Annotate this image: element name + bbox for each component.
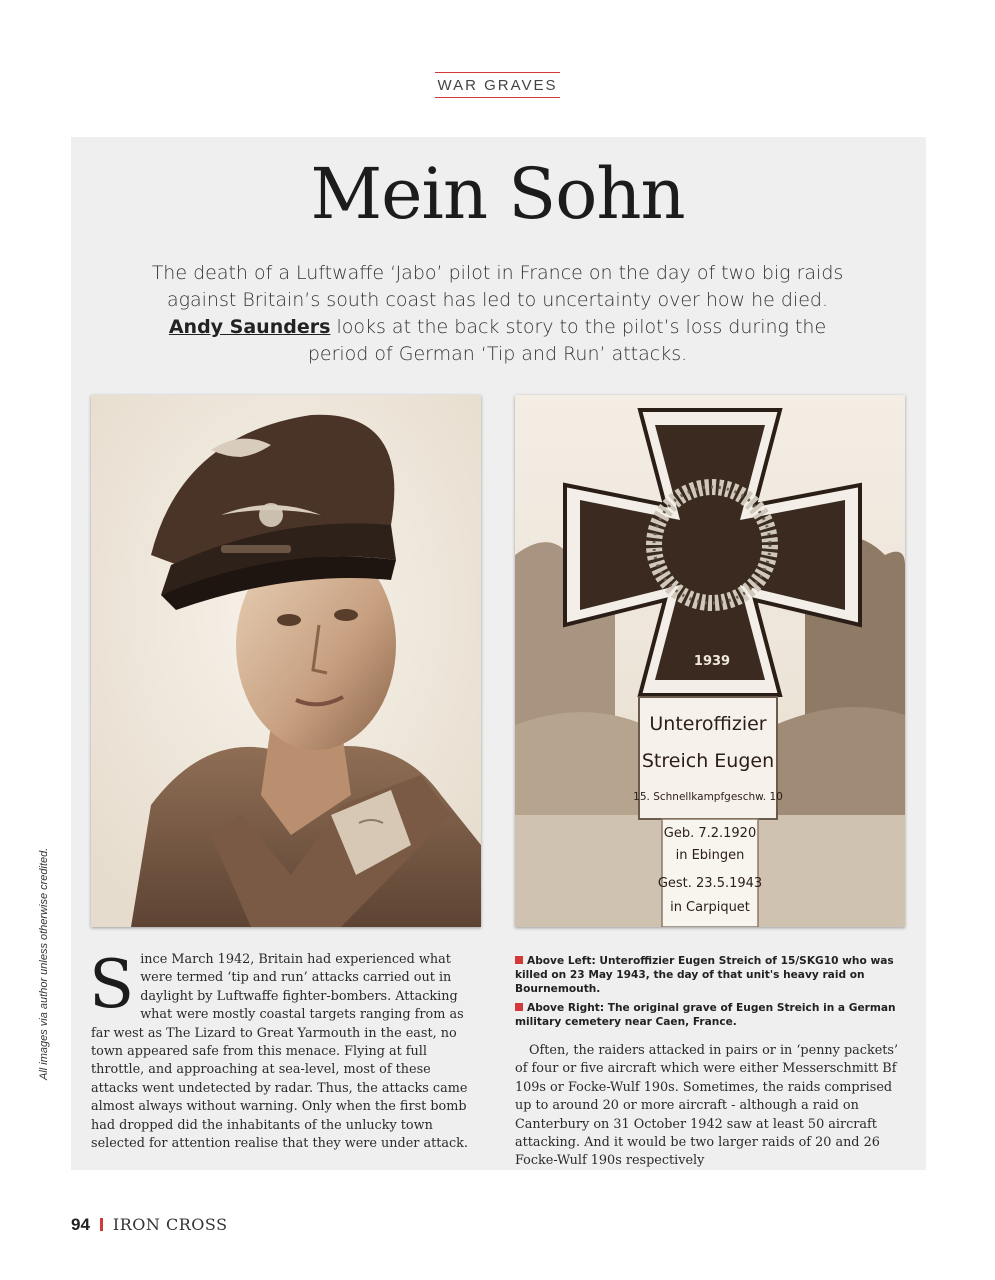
section-label: WAR GRAVES (435, 72, 559, 98)
grave-cross-image (515, 395, 905, 927)
page-footer (71, 1215, 228, 1235)
caption-left-text: Above Left: Unteroffizier Eugen Streich of 15/SKG10 who was killed on 23 May 1943, the day of that unit's heavy raid on Bournemouth. (515, 955, 894, 995)
caption-left (515, 954, 910, 996)
body-column-left (89, 946, 471, 1153)
caption-bullet-icon (515, 956, 523, 964)
body-left-text: ince March 1942, Britain had experienced what were termed ‘tip and run’ attacks carried out in daylight by Luftwaffe fighter-bombers. Attacking what were mostly coastal targets ranging from as far west as The Lizard to Great Yarmouth in the east, no town appeared safe from this menace. Flying at full throttle, and approaching at sea-level, most of these attacks went undetected by radar. Thus, the attacks came almost always without warning. Only when the first bomb had dropped did the inhabitants of the unlucky town selected for attention realise that they were under attack. (91, 952, 468, 1152)
grave-cross-photo (515, 395, 905, 927)
plaque-deathplace: in Carpiquet (670, 900, 750, 915)
standfirst-text-before: The death of a Luftwaffe ‘Jabo’ pilot in France on the day of two big raids against Britain’s south coast has led to uncertainty over how he died. (151, 262, 844, 311)
pilot-portrait-photo (91, 395, 481, 927)
standfirst-text-after: looks at the back story to the pilot’s loss during the period of German ‘Tip and Run’ attacks. (307, 316, 827, 365)
image-credit: All images via author unless otherwise credited. (38, 847, 50, 1080)
footer-divider (100, 1218, 103, 1231)
drop-cap: S (89, 946, 135, 1023)
magazine-name: IRON CROSS (112, 1215, 228, 1234)
cross-year: 1939 (693, 654, 731, 669)
caption-right-text: Above Right: The original grave of Eugen Streich in a German military cemetery near Caen, France. (515, 1002, 896, 1028)
pilot-portrait-image (91, 395, 481, 927)
plaque-rank: Unteroffizier (649, 713, 767, 735)
plaque-born: Geb. 7.2.1920 (663, 826, 757, 841)
article-title: Mein Sohn (310, 153, 685, 235)
caption-right (515, 1001, 910, 1029)
plaque-died: Gest. 23.5.1943 (657, 876, 763, 891)
standfirst (150, 260, 845, 368)
author-name: Andy Saunders (168, 316, 331, 338)
photo-captions (515, 954, 910, 1034)
section-tag (0, 72, 995, 98)
plaque-unit: 15. Schnellkampfgeschw. 10 (633, 791, 783, 803)
body-column-right: Often, the raiders attacked in pairs or in ‘penny packets’ of four or five aircraft which were either Messerschmitt Bf 109s or Focke-Wulf 190s. Sometimes, the raids comprised up to around 20 or more aircraft - although a raid on Canterbury on 31 October 1942 saw at least 50 aircraft attacking. And it would be two larger raids of 20 and 26 Focke-Wulf 190s respectively (515, 1043, 899, 1169)
plaque-birthplace: in Ebingen (675, 848, 745, 863)
plaque-name: Streich Eugen (641, 750, 775, 772)
page-number: 94 (71, 1215, 90, 1234)
caption-bullet-icon (515, 1003, 523, 1011)
